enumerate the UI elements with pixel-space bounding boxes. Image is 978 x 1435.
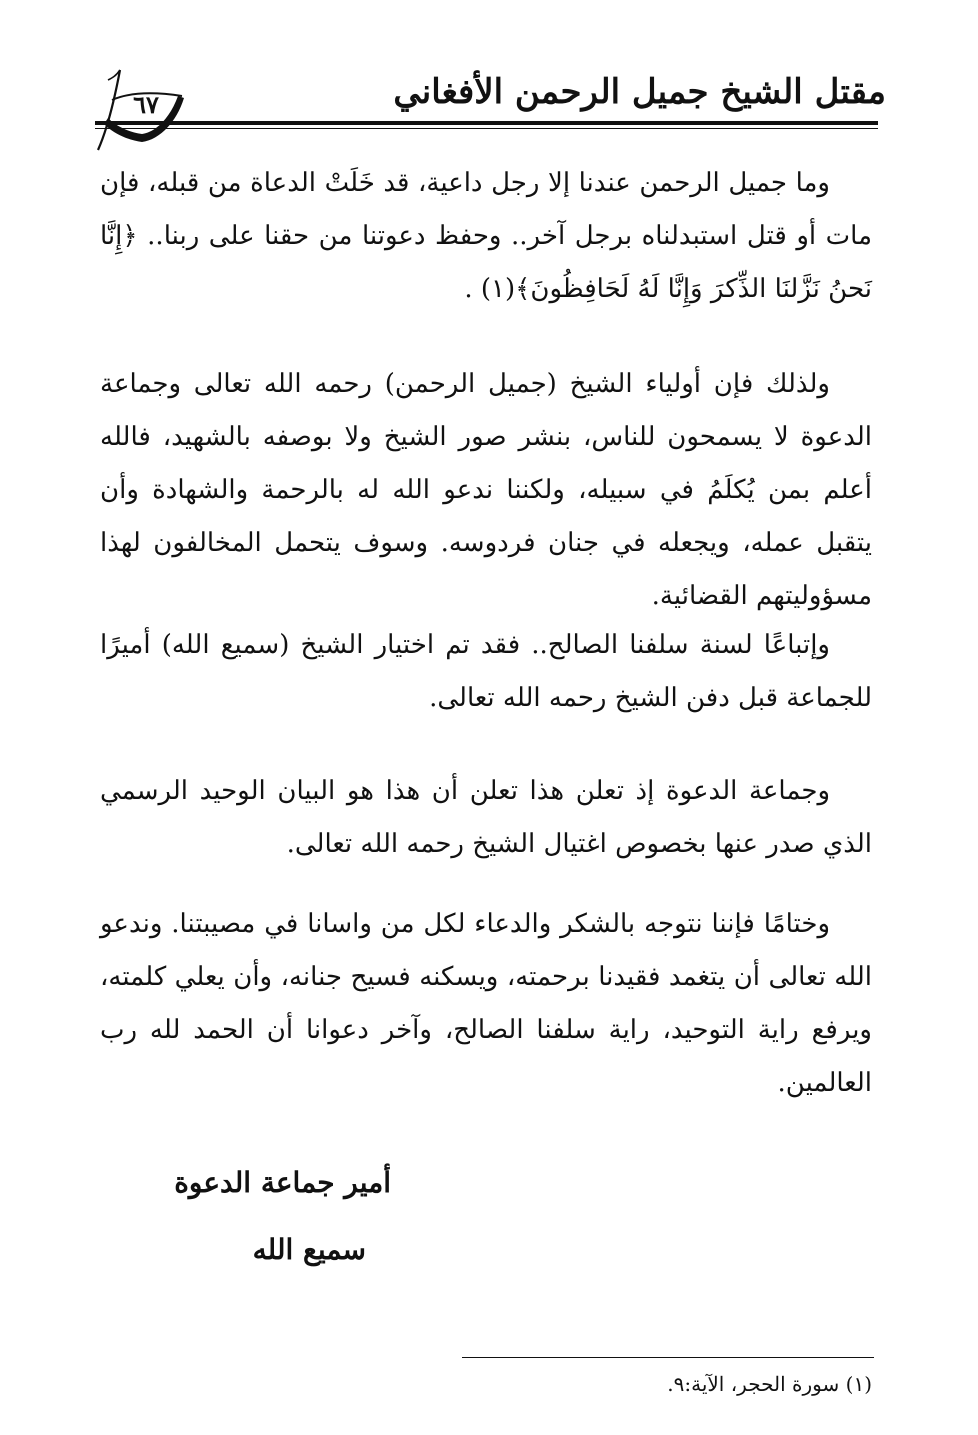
footnote-text: (١) سورة الحجر، الآية:٩.	[667, 1372, 872, 1396]
running-header-title: مقتل الشيخ جميل الرحمن الأفغاني	[393, 72, 886, 112]
paragraph-5-text: وختامًا فإننا نتوجه بالشكر والدعاء لكل من واسانا في مصيبتنا. وندعو الله تعالى أن يتغمد فقيدنا برحمته، ويسكنه فسيح جنانه، وأن يعلي كلمته، ويرفع راية التوحيد، راية سلفنا الصالح، وآخر دعوانا أن الحمد لله رب العالمين.	[100, 909, 872, 1098]
paragraph-1-text: وما جميل الرحمن عندنا إلا رجل داعية، قد خَلَتْ الدعاة من قبله، فإن مات أو قتل استبدلناه برجل آخر.. وحفظ دعوتنا من حقنا على ربنا.. ﴿إِنَّا نَحنُ نَزَّلنَا الذِّكرَ وَإِنَّا لَهُ لَحَافِظُونَ﴾(١) .	[100, 168, 872, 304]
signature-name: سميع الله	[252, 1233, 366, 1266]
paragraph-3	[100, 619, 872, 725]
footnote-separator	[462, 1357, 874, 1358]
paragraph-1	[100, 157, 872, 316]
paragraph-4-text: وجماعة الدعوة إذ تعلن هذا تعلن أن هذا هو البيان الوحيد الرسمي الذي صدر عنها بخصوص اغتيال الشيخ رحمه الله تعالى.	[100, 776, 872, 859]
header-rule-thin	[95, 128, 878, 129]
paragraph-2	[100, 358, 872, 623]
page-number: ٦٧	[133, 90, 159, 119]
header-rule-thick	[95, 121, 878, 125]
paragraph-4	[100, 765, 872, 871]
paragraph-3-text: وإتباعًا لسنة سلفنا الصالح.. فقد تم اختيار الشيخ (سميع الله) أميرًا للجماعة قبل دفن الشيخ رحمه الله تعالى.	[100, 630, 872, 713]
paragraph-5	[100, 898, 872, 1110]
signature-role: أمير جماعة الدعوة	[174, 1166, 391, 1199]
paragraph-2-text: ولذلك فإن أولياء الشيخ (جميل الرحمن) رحمه الله تعالى وجماعة الدعوة لا يسمحون للناس، بنشر صور الشيخ ولا بوصفه بالشهيد، فالله أعلم بمن يُكلَمُ في سبيله، ولكننا ندعو الله له بالرحمة والشهادة وأن يتقبل عمله، ويجعله في جنان فردوسه. وسوف يتحمل المخالفون لهذا مسؤوليتهم القضائية.	[100, 369, 872, 611]
